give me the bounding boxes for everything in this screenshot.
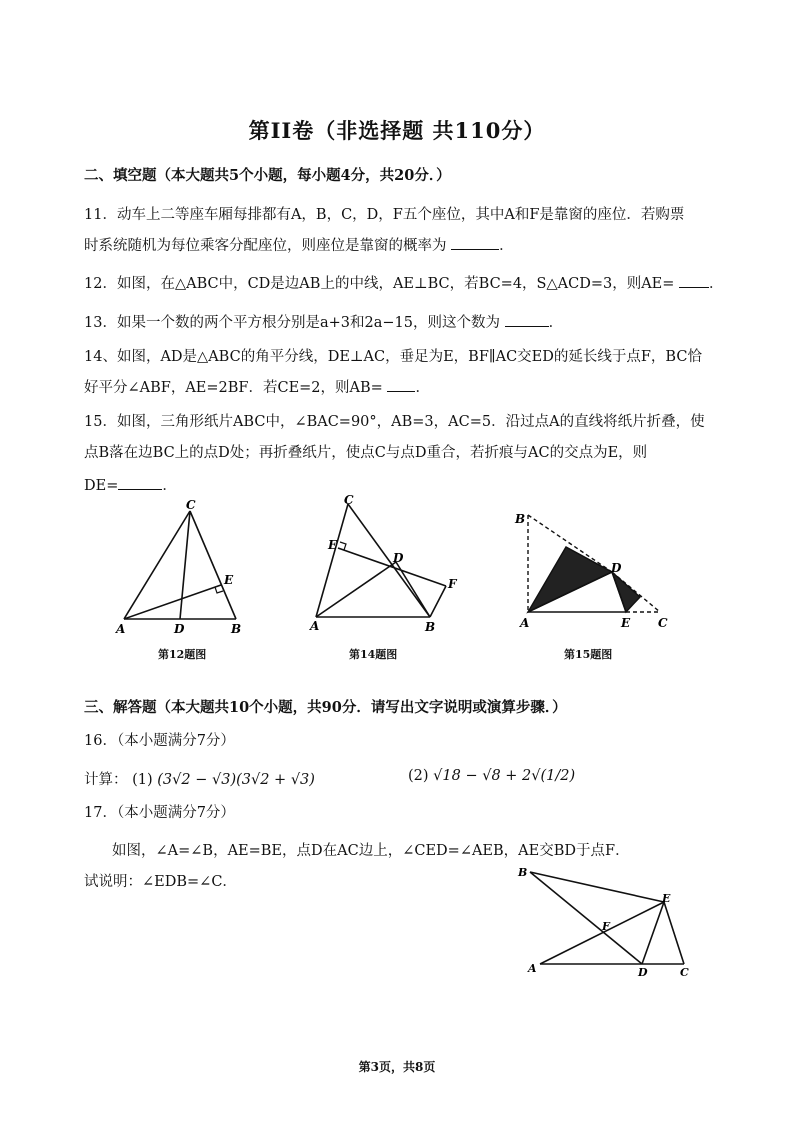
q15-line3-text: DE= xyxy=(84,478,119,494)
fig15-label-B: B xyxy=(515,512,526,526)
q11-answer-blank[interactable] xyxy=(451,249,499,250)
figure-15 xyxy=(508,505,683,635)
q12-text xyxy=(84,272,724,293)
fig12-side-CB xyxy=(190,511,236,619)
q14-tail: ． xyxy=(415,380,430,396)
q11-tail: ． xyxy=(499,238,514,254)
section2-heading: 二、填空题（本大题共5个小题，每小题4分，共20分．） xyxy=(84,167,451,184)
q15-answer-blank[interactable] xyxy=(118,489,162,490)
fig12-altitude-AE xyxy=(124,585,221,619)
q13-tail: ． xyxy=(548,315,564,331)
fig12-caption: 第12题图 xyxy=(158,648,207,661)
fig12-label-D: D xyxy=(174,622,185,636)
fig12-label-C: C xyxy=(186,498,196,512)
q17-line2: 试说明：∠EDB=∠C． xyxy=(84,874,237,890)
fig17-line-EC xyxy=(664,902,684,964)
fig14-label-D: D xyxy=(393,551,404,565)
q16-label: 计算： xyxy=(84,772,128,788)
q15-line1: 15．如图，三角形纸片ABC中，∠BAC=90°，AB=3，AC=5．沿过点A的直线将纸片折叠，使 xyxy=(84,414,705,430)
q11-line1: 11．动车上二等座车厢每排都有A，B，C，D，F五个座位，其中A和F是靠窗的座位．若购票 xyxy=(84,207,685,223)
q11-line2 xyxy=(84,234,514,255)
page-footer: 第3页，共8页 xyxy=(358,1060,436,1074)
fig12-side-AC xyxy=(124,511,190,619)
fig14-caption: 第14题图 xyxy=(349,648,398,661)
fig14-line-BF xyxy=(430,586,446,617)
fig12-label-B: B xyxy=(231,622,242,636)
q13-stem: 13．如果一个数的两个平方根分别是a+3和2a−15，则这个数为 xyxy=(84,315,500,331)
fig12-label-A: A xyxy=(116,622,126,636)
q15-line2: 点B落在边BC上的点D处；再折叠纸片，使点C与点D重合，若折痕与AC的交点为E，则 xyxy=(84,445,648,461)
fig14-label-E: E xyxy=(328,538,338,552)
fig15-caption: 第15题图 xyxy=(564,648,613,661)
q13-answer-blank[interactable] xyxy=(505,326,549,327)
q12-tail: ． xyxy=(709,276,724,292)
fig15-shaded-triangle-ABD xyxy=(528,547,612,612)
fig14-side-AC xyxy=(316,504,348,617)
q14-line2 xyxy=(84,376,430,397)
q12-stem: 12．如图，在△ABC中，CD是边AB上的中线，AE⊥BC，若BC=4，S△ACD=3，则AE= xyxy=(84,276,675,292)
q14-answer-blank[interactable] xyxy=(387,391,415,392)
q16-part1-expr: (3√2 − √3)(3√2 + √3) xyxy=(157,772,315,788)
q17-line1: 如图，∠A=∠B，AE=BE，点D在AC边上，∠CED=∠AEB，AE交BD于点F． xyxy=(112,843,630,859)
fig17-label-C: C xyxy=(680,966,689,979)
q12-answer-blank[interactable] xyxy=(679,287,709,288)
fig15-label-D: D xyxy=(611,561,622,575)
figure-12 xyxy=(110,495,260,640)
fig14-line-EF xyxy=(338,548,446,586)
fig12-label-E: E xyxy=(224,573,234,587)
fig12-right-angle-mark xyxy=(215,587,223,593)
fig14-label-B: B xyxy=(425,620,436,634)
fig14-bisector-AD xyxy=(316,562,396,617)
fig14-label-A: A xyxy=(310,619,320,633)
fig15-label-E: E xyxy=(621,616,631,630)
q15-line3 xyxy=(84,474,177,495)
q16-header: 16．（本小题满分7分） xyxy=(84,733,235,749)
q14-line1: 14、如图，AD是△ABC的角平分线，DE⊥AC，垂足为E，BF∥AC交ED的延长线于点F，BC恰 xyxy=(84,349,702,365)
figure-17 xyxy=(514,862,699,982)
fig12-median-CD xyxy=(180,511,190,619)
fig17-label-F: F xyxy=(602,920,610,933)
q17-header: 17．（本小题满分7分） xyxy=(84,805,235,821)
q15-tail: ． xyxy=(162,478,177,494)
q16-part2 xyxy=(408,768,575,784)
q16-part2-expr: √18 − √8 + 2√(1/2) xyxy=(433,768,576,784)
fig14-line-BD xyxy=(396,562,430,617)
q13-text xyxy=(84,311,563,332)
q16-calc xyxy=(84,768,315,789)
figure-14 xyxy=(300,490,475,640)
fig17-line-BD xyxy=(530,872,642,964)
fig17-label-D: D xyxy=(638,966,648,979)
fig14-label-C: C xyxy=(344,493,354,507)
fig17-label-A: A xyxy=(528,962,537,975)
q16-part1-label: (1) xyxy=(132,772,153,788)
q16-part2-label: (2) xyxy=(408,768,429,784)
fig17-label-E: E xyxy=(662,892,671,905)
fig17-label-B: B xyxy=(518,866,528,879)
page-title: 第II卷（非选择题 共110分） xyxy=(248,118,546,143)
fig15-label-A: A xyxy=(520,616,530,630)
fig14-side-CB xyxy=(348,504,430,617)
fig15-label-C: C xyxy=(658,616,668,630)
q11-line2-text: 时系统随机为每位乘客分配座位，则座位是靠窗的概率为 xyxy=(84,238,447,254)
fig14-label-F: F xyxy=(448,577,457,591)
q14-line2-text: 好平分∠ABF，AE=2BF．若CE=2，则AB= xyxy=(84,380,383,396)
fig17-line-BE xyxy=(530,872,664,902)
section3-heading: 三、解答题（本大题共10个小题，共90分．请写出文字说明或演算步骤．） xyxy=(84,699,567,716)
